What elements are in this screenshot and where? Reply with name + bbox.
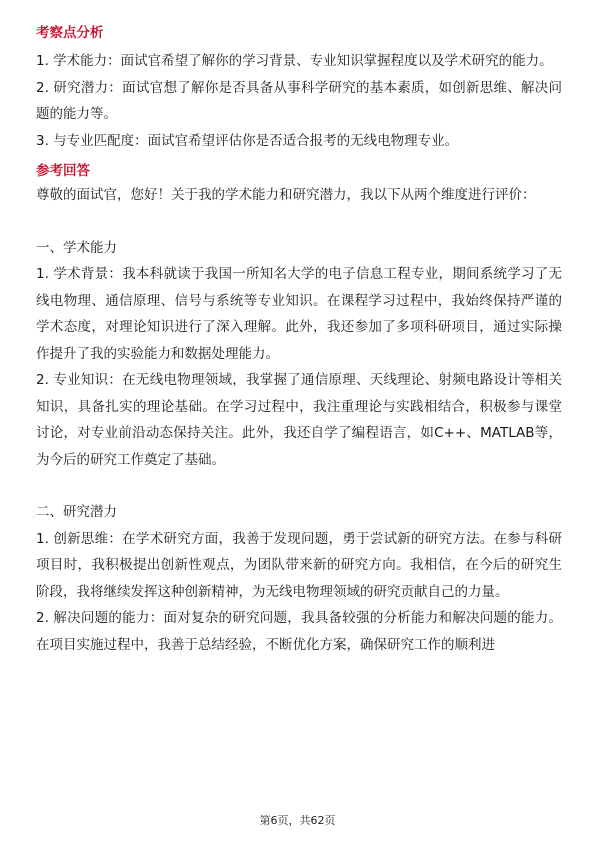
academic-item-2: 2. 专业知识：在无线电物理领域，我掌握了通信原理、天线理论、射频电路设计等相关知识，具备扎实的理论基础。在学习过程中，我注重理论与实践相结合，积极参与课堂讨论，对专业前沿动态保持关注。此外，我还自学了编程语言，如C++、MATLAB等，为今后的研究工作奠定了基础。 xyxy=(36,372,562,468)
analysis-item-1: 1. 学术能力：面试官希望了解你的学习背景、专业知识掌握程度以及学术研究的能力。 xyxy=(36,53,553,69)
analysis-item-3: 3. 与专业匹配度：面试官希望评估你是否适合报考的无线电物理专业。 xyxy=(36,132,459,149)
answer-title: 参考回答 xyxy=(36,163,90,179)
answer-intro: 尊敬的面试官，您好！关于我的学术能力和研究潜力，我以下从两个维度进行评价： xyxy=(36,187,536,203)
research-item-2: 2. 解决问题的能力：面对复杂的研究问题，我具备较强的分析能力和解决问题的能力。在项目实施过程中，我善于总结经验，不断优化方案，确保研究工作的顺利进 xyxy=(36,610,562,653)
page-number: 第6页，共62页 xyxy=(259,814,336,827)
research-item-1: 1. 创新思维：在学术研究方面，我善于发现问题，勇于尝试新的研究方法。在参与科研项目时，我积极提出创新性观点，为团队带来新的研究方向。我相信，在今后的研究生阶段，我将继续发挥这种创新精神，为无线电物理领域的研究贡献自己的力量。 xyxy=(36,530,562,600)
section-heading-research: 二、研究潜力 xyxy=(36,504,117,520)
analysis-item-2: 2. 研究潜力：面试官想了解你是否具备从事科学研究的基本素质，如创新思维、解决问题的能力等。 xyxy=(36,79,562,122)
page-content xyxy=(36,22,562,658)
section-heading-academic: 一、学术能力 xyxy=(36,239,117,256)
academic-item-1: 1. 学术背景：我本科就读于我国一所知名大学的电子信息工程专业，期间系统学习了无线电物理、通信原理、信号与系统等专业知识。在课程学习过程中，我始终保持严谨的学术态度，对理论知识进行了深入理解。此外，我还参加了多项科研项目，通过实际操作提升了我的实验能力和数据处理能力。 xyxy=(36,266,562,362)
analysis-title: 考察点分析 xyxy=(36,25,104,41)
